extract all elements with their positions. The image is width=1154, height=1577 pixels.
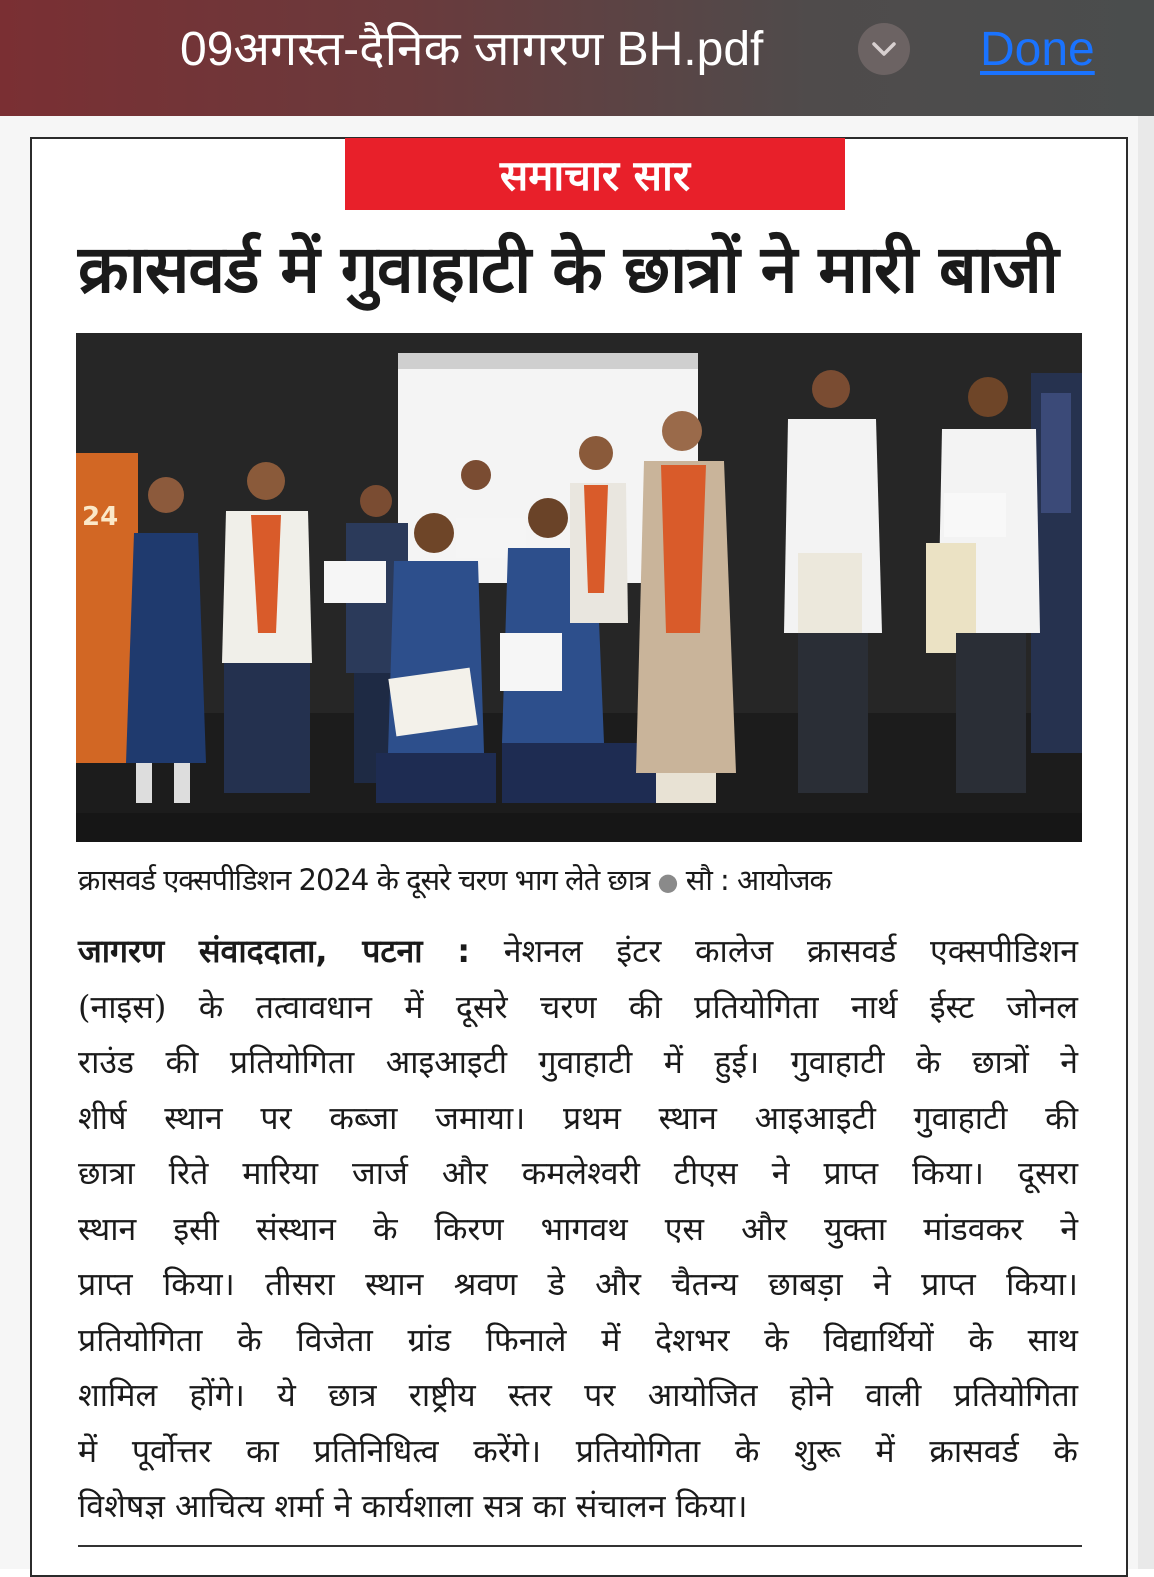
headline: क्रासवर्ड में गुवाहाटी के छात्रों ने मारी बाजी [78,231,1058,308]
article-body [78,924,1078,1535]
done-button[interactable]: Done [980,23,1095,76]
divider [78,1545,1082,1547]
photo-caption [78,858,1078,904]
article-line: (नाइस) के तत्वावधान में दूसरे चरण की प्रतियोगिता नार्थ ईस्ट जोनल [78,987,1078,1026]
article-line: स्थान इसी संस्थान के किरण भागवथ एस और युक्ता मांडवकर ने [78,1209,1078,1248]
article-line: में पूर्वोत्तर का प्रतिनिधित्व करेंगे। प्रतियोगिता के शुरू में क्रासवर्ड के [78,1431,1078,1470]
scrollbar[interactable] [1138,116,1154,1569]
news-photo [76,333,1082,842]
poster-label: 24 [82,502,119,532]
award-ceremony-photo [76,333,1082,842]
article-line: प्रतियोगिता के विजेता ग्रांड फिनाले में देशभर के विद्यार्थियों के साथ [78,1320,1078,1359]
byline: जागरण संवाददाता, पटना : [78,932,471,970]
article-line: जागरण संवाददाता, पटना : नेशनल इंटर कालेज क्रासवर्ड एक्सपीडिशन [78,932,1079,970]
article-line: विशेषज्ञ आचित्य शर्मा ने कार्यशाला सत्र का संचालन किया। [78,1487,748,1525]
viewer-toolbar [0,0,1154,116]
chevron-down-icon [871,41,897,57]
bullet-icon: ● [657,868,678,896]
article-line: प्राप्त किया। तीसरा स्थान श्रवण डे और चैतन्य छाबड़ा ने प्राप्त किया। [78,1265,1078,1303]
document-title[interactable]: 09अगस्त-दैनिक जागरण BH.pdf [180,23,764,76]
article-line: शीर्ष स्थान पर कब्जा जमाया। प्रथम स्थान आइआइटी गुवाहाटी की [78,1098,1078,1137]
article-line: राउंड की प्रतियोगिता आइआइटी गुवाहाटी में हुई। गुवाहाटी के छात्रों ने [78,1043,1078,1081]
caption-credit: सौ : आयोजक [685,863,831,897]
article-line: छात्रा रिते मारिया जार्ज और कमलेश्वरी टीएस ने प्राप्त किया। दूसरा [78,1154,1078,1192]
title-menu-button[interactable] [858,23,910,75]
caption-text: क्रासवर्ड एक्सपीडिशन 2024 के दूसरे चरण भाग लेते छात्र [78,863,650,897]
section-banner: समाचार सार [345,138,845,210]
article-line: शामिल होंगे। ये छात्र राष्ट्रीय स्तर पर आयोजित होने वाली प्रतियोगिता [78,1376,1078,1414]
